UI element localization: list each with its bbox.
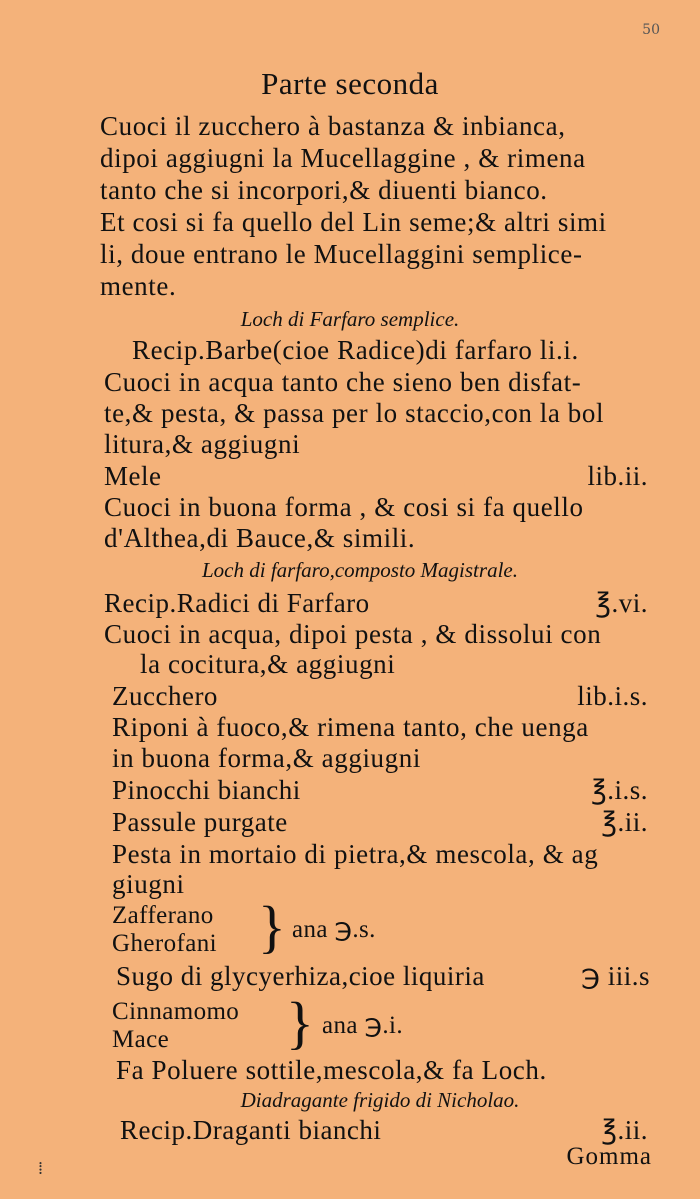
text-line: giugni (112, 869, 185, 899)
text-line: te,& pesta, & passa per lo staccio,con la bol (104, 398, 605, 428)
text-line: tanto che si incorpori,& diuenti bianco. (100, 175, 548, 205)
text-line: Riponi à fuoco,& rimena tanto, che uenga (112, 712, 589, 742)
section-heading: Loch di Farfaro semplice. (240, 307, 460, 331)
ingredient-name: Cinnamomo (112, 998, 240, 1025)
text-line: Et cosi si fa quello del Lin seme;& altri simi (100, 207, 607, 237)
ingredient-quantity: ℥.i.s. (591, 775, 648, 805)
catchword: Gomma (566, 1143, 652, 1170)
text-line: Cuoci in buona forma , & cosi si fa quello (104, 492, 584, 522)
brace-symbol: } (258, 894, 287, 959)
text-line: d'Althea,di Bauce,& simili. (104, 523, 416, 553)
ingredient-name: Mele (104, 461, 162, 491)
running-head: Parte seconda (261, 66, 439, 101)
text-line: la cocitura,& aggiugni (140, 649, 396, 679)
ingredient-quantity: ℥.ii. (601, 807, 648, 837)
ingredient-name: Pinocchi bianchi (112, 775, 301, 805)
text-line: mente. (100, 271, 177, 301)
text-line: li, doue entrano le Mucellaggini semplice- (100, 239, 583, 269)
text-line: Pesta in mortaio di pietra,& mescola, & ag (112, 839, 599, 869)
ingredient-quantity: ℥.ii. (601, 1115, 648, 1145)
ingredient-name: Sugo di glycyerhiza,cioe liquiria (116, 961, 485, 991)
section-heading: Diadragante frigido di Nicholao. (240, 1088, 520, 1112)
ingredient-name: Gherofani (112, 930, 217, 957)
text-line: dipoi aggiugni la Mucellaggine , & rimena (100, 143, 586, 173)
text-line: Recip.Barbe(cioe Radice)di farfaro li.i. (132, 335, 579, 365)
section-heading: Loch di farfaro,composto Magistrale. (202, 558, 518, 582)
ingredient-quantity: lib.i.s. (577, 681, 648, 711)
folio-mark: 50 (642, 22, 660, 38)
ingredient-name: Zucchero (112, 681, 218, 711)
brace-symbol: } (286, 990, 315, 1055)
text-line: Cuoci il zucchero à bastanza & inbianca, (100, 111, 566, 141)
ingredient-quantity: ℥.vi. (595, 588, 648, 618)
ingredient-quantity: ℈ iii.s (581, 961, 650, 991)
ingredient-name: Zafferano (112, 902, 214, 929)
ingredient-quantity: ana ℈.i. (322, 1012, 404, 1039)
text-line: Cuoci in acqua tanto che sieno ben disfat- (104, 367, 582, 397)
text-line: in buona forma,& aggiugni (112, 743, 421, 773)
ingredient-group-names (112, 998, 239, 1054)
text-line: Cuoci in acqua, dipoi pesta , & dissolui con (104, 619, 602, 649)
ingredient-name: Recip.Radici di Farfaro (104, 588, 370, 618)
ingredient-name: Recip.Draganti bianchi (120, 1115, 382, 1145)
text-line: litura,& aggiugni (104, 429, 301, 459)
ingredient-quantity: lib.ii. (587, 461, 648, 491)
ingredient-name: Passule purgate (112, 807, 288, 837)
ingredient-quantity: ana ℈.s. (292, 916, 376, 943)
margin-mark-icon: ⁞ (38, 1158, 44, 1179)
ingredient-group-names (112, 902, 217, 958)
text-line: Fa Poluere sottile,mescola,& fa Loch. (116, 1055, 547, 1085)
ingredient-name: Mace (112, 1026, 170, 1053)
